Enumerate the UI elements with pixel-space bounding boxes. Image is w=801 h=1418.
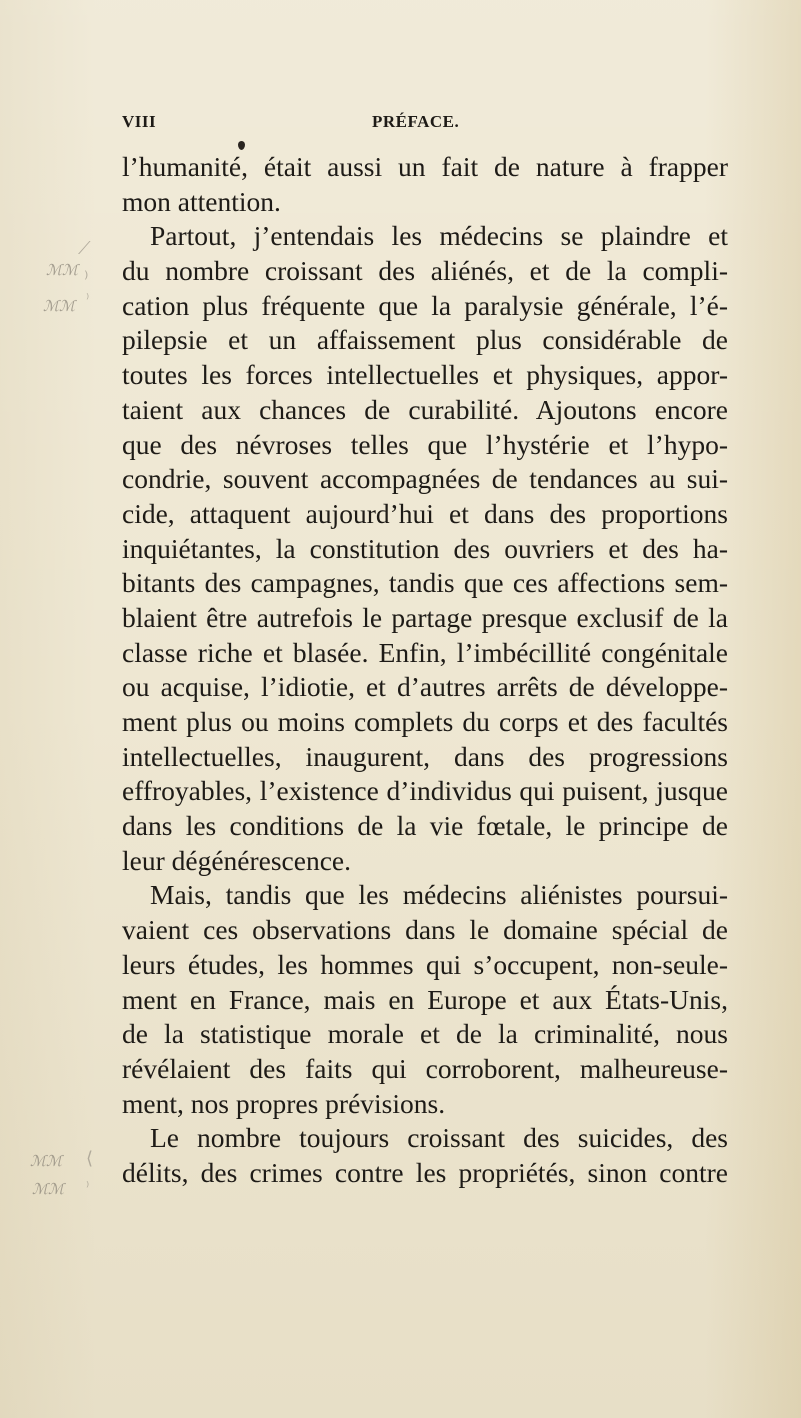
running-head — [122, 112, 728, 138]
text-line: ment plus ou moins complets du corps et des facultés — [122, 706, 728, 737]
page-number: VIII — [122, 112, 157, 131]
text-line: toutes les forces intellectuelles et physiques, appor- — [122, 359, 728, 391]
text-line: bitants des campagnes, tandis que ces affections sem- — [122, 567, 728, 599]
text-line: leurs études, les hommes qui s’occupent, non-seule- — [122, 948, 728, 980]
margin-bracket-icon: ⟋ — [78, 238, 91, 259]
text-line: ment, nos propres prévisions. — [122, 1087, 446, 1119]
text-line: délits, des crimes contre les propriétés, sinon contre — [122, 1156, 728, 1188]
margin-annotation: ℳℳ — [32, 1180, 65, 1198]
text-line: intellectuelles, inaugurent, dans des progressions — [122, 740, 728, 772]
text-line: révélaient des faits qui corroborent, malheureuse- — [122, 1052, 728, 1084]
text-line: classe riche et blasée. Enfin, l’imbécillité congénitale — [122, 636, 728, 668]
margin-annotation: ℳℳ — [43, 297, 76, 315]
text-line: Partout, j’entendais les médecins se plaindre et — [150, 220, 728, 252]
text-line: ment en France, mais en Europe et aux États-Unis, — [122, 983, 728, 1015]
text-line: inquiétantes, la constitution des ouvriers et des ha- — [122, 532, 728, 564]
text-line: cide, attaquent aujourd’hui et dans des proportions — [122, 497, 728, 529]
text-line: leur dégénérescence. — [122, 844, 352, 876]
text-line: pilepsie et un affaissement plus considérable de — [122, 324, 728, 356]
text-line: vaient ces observations dans le domaine spécial de — [122, 914, 728, 946]
text-line: Le nombre toujours croissant des suicides, des — [150, 1122, 728, 1154]
body-text — [122, 150, 728, 1191]
text-line: cation plus fréquente que la paralysie générale, l’é- — [122, 289, 728, 321]
text-line: ou acquise, l’idiotie, et d’autres arrêts de développe- — [122, 671, 728, 703]
text-line: du nombre croissant des aliénés, et de la compli- — [122, 255, 728, 287]
margin-bracket-icon: ⟨ — [86, 1148, 94, 1169]
text-line: mon attention. — [122, 185, 281, 217]
margin-annotation: ℳℳ — [30, 1152, 63, 1170]
text-line: Mais, tandis que les médecins aliénistes poursui- — [150, 879, 728, 911]
margin-bracket-icon: ⁾ — [86, 292, 90, 307]
running-title: PRÉFACE. — [372, 112, 460, 131]
text-line: que des névroses telles que l’hystérie et l’hypo- — [122, 428, 728, 460]
margin-annotation: ℳℳ — [46, 261, 79, 279]
text-line: de la statistique morale et de la criminalité, nous — [122, 1018, 728, 1050]
text-line: blaient être autrefois le partage presque exclusif de la — [122, 601, 728, 633]
text-line: dans les conditions de la vie fœtale, le principe de — [122, 810, 728, 842]
margin-bracket-icon: ⁾ — [84, 268, 89, 289]
margin-bracket-icon: ⁾ — [86, 1180, 90, 1195]
printer-mark-icon — [238, 141, 245, 150]
text-line: l’humanité, était aussi un fait de nature à frapper — [122, 151, 728, 182]
text-line: taient aux chances de curabilité. Ajoutons encore — [122, 393, 728, 425]
text-line: effroyables, l’existence d’individus qui puisent, jusque — [122, 775, 728, 807]
text-line: condrie, souvent accompagnées de tendances au sui- — [122, 463, 728, 495]
